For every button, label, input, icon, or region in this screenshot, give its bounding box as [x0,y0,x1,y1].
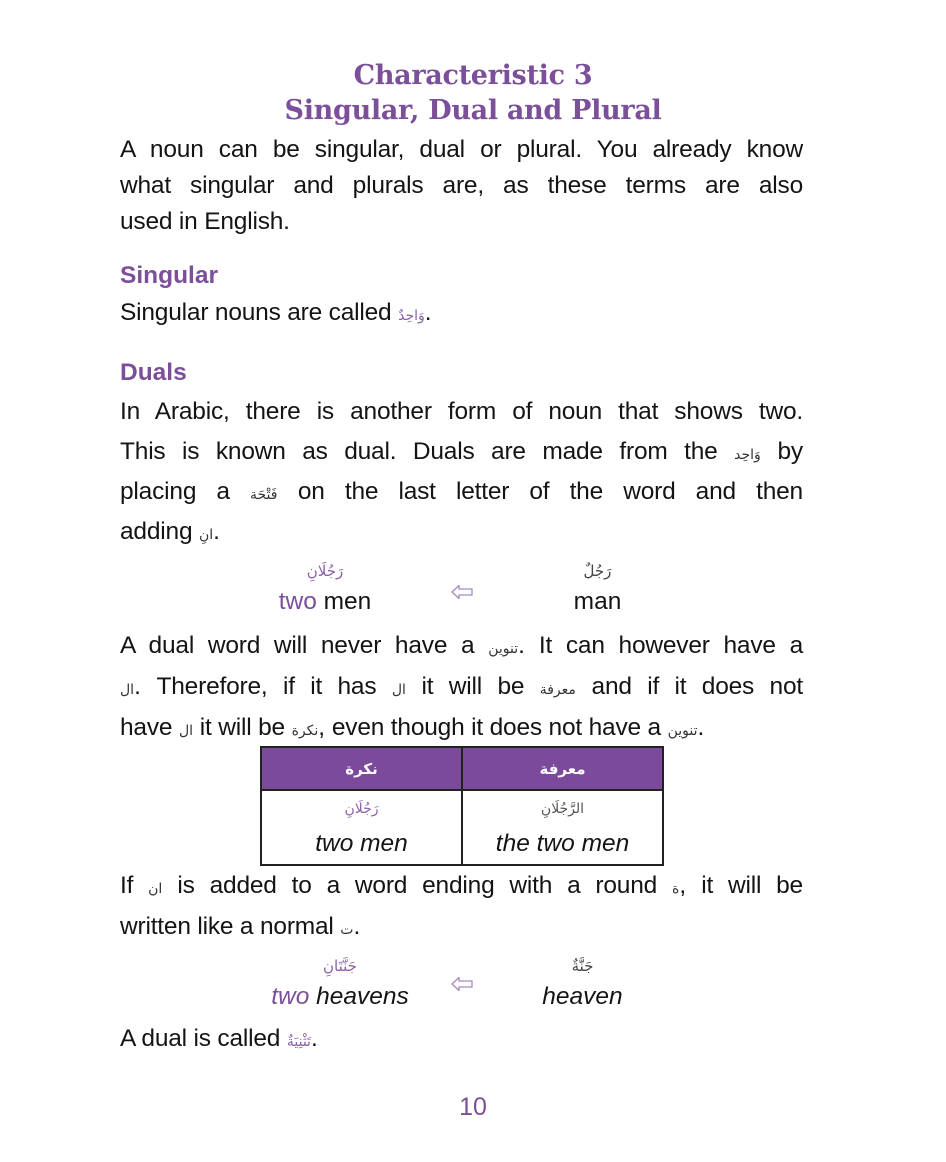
taa-line-1: If ان is added to a word ending with a round ة, it will be [120,872,803,899]
english-singular-translation: man [573,588,622,615]
header-nakira: نكرة [261,747,462,790]
example-singular-column [525,951,640,1013]
tanween-line-2: ال. Therefore, if it has ال it will be معرفة and if it does not [120,673,803,700]
header-marifa: معرفة [462,747,663,790]
arabic-term: فَتْحَة [250,487,278,503]
example-heaven-dual [0,951,946,1021]
english-dual-translation: two heavens [271,983,409,1010]
left-arrow-icon [451,976,473,992]
page-number: 10 [459,1093,487,1121]
intro-line-1: A noun can be singular, dual or plural. You already know [120,136,803,163]
table-row [261,790,663,865]
tanween-paragraph [120,625,803,748]
table-cell-definite: الرَّجُلَانِ the two men [462,790,663,865]
intro-line-3: used in English. [120,208,290,235]
example-dual-column [250,951,430,1013]
tanween-line-1: A dual word will never have a تنوين. It can however have a [120,632,804,659]
arabic-term-tathniya: تَثْنِيَةٌ [286,1034,311,1050]
section-heading-duals: Duals [120,359,187,386]
intro-line-2: what singular and plurals are, as these terms are also [120,172,803,199]
arabic-dual-word: رَجُلَانِ [306,562,344,580]
arabic-term: انِ [198,527,214,543]
table-header-row [261,747,663,790]
arabic-singular-word: رَجُلٌ [583,562,612,580]
example-singular-column [535,556,660,618]
example-man-dual [0,556,946,626]
intro-paragraph [120,132,803,240]
duals-paragraph [120,392,803,552]
page-subtitle: Singular, Dual and Plural [284,95,662,126]
duals-line-1: In Arabic, there is another form of noun that shows two. [120,398,803,425]
arabic-dual-word: جَنَّتَانِ [323,957,357,975]
closing-paragraph: A dual is called تَثْنِيَةٌ. [120,1025,318,1052]
english-singular-translation: heaven [542,983,623,1010]
english-dual-translation: two men [278,588,372,615]
page-title: Characteristic 3 [353,60,593,91]
left-arrow-icon [451,584,473,600]
taa-line-2: written like a normal ت. [120,913,361,940]
table-cell-indefinite: رَجُلَانِ two men [261,790,462,865]
tanween-line-3: have ال it will be نكرة, even though it does not have a تنوين. [120,714,705,741]
duals-line-2: This is known as dual. Duals are made from the وَاحِد by [120,438,803,465]
arabic-term-wahid: وَاحِدٌ [398,308,425,324]
duals-line-4: adding انِ. [120,518,220,545]
arabic-term: وَاحِد [734,447,761,463]
section-heading-singular: Singular [120,262,219,289]
duals-line-3: placing a فَتْحَة on the last letter of the word and then [120,478,803,505]
taa-marbuta-paragraph [120,865,803,947]
singular-paragraph: Singular nouns are called وَاحِدٌ. [120,299,432,326]
arabic-singular-word: جَنَّةٌ [571,957,594,975]
definiteness-table [260,746,664,866]
example-dual-column [250,556,400,618]
